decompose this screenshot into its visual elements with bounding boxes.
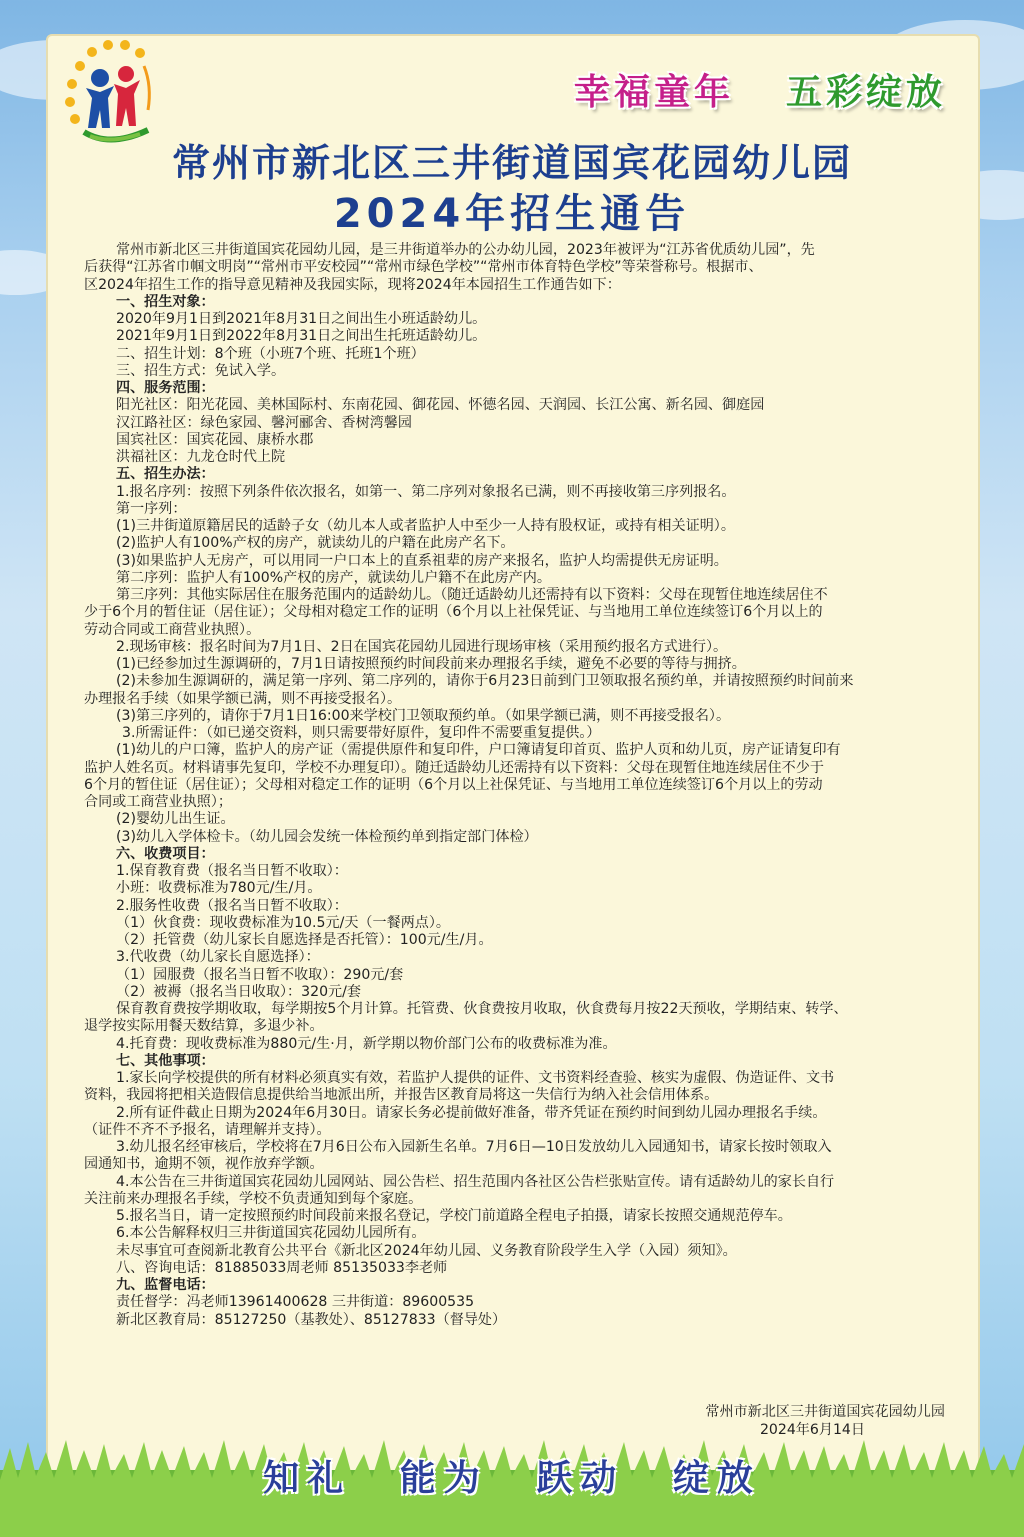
notice-line: 少于6个月的暂住证（居住证）；父母相对稳定工作的证明（6个月以上社保凭证、与当地用工单位连续签订6个月以上的 bbox=[84, 604, 823, 621]
notice-line: 洪福社区：九龙仓时代上院 bbox=[116, 449, 286, 465]
notice-line: 2021年9月1日到2022年8月31日之间出生托班适龄幼儿。 bbox=[116, 328, 487, 345]
notice-line: 1.家长向学校提供的所有材料必须真实有效，若监护人提供的证件、文书资料经查验、核实为虚假、伪造证件、文书 bbox=[116, 1070, 835, 1086]
notice-line: (1)幼儿的户口簿，监护人的房产证（需提供原件和复印件，户口簿请复印首页、监护人页和幼儿页，房产证请复印有 bbox=[116, 742, 841, 759]
bottom-slogan-part-4: 绽放 bbox=[672, 1457, 761, 1499]
top-slogan-part-2: 五彩绽放 bbox=[786, 71, 947, 113]
notice-body bbox=[84, 242, 948, 1329]
bottom-slogan-part-2: 能为 bbox=[399, 1457, 488, 1499]
notice-line: （1）伙食费：现收费标准为10.5元/天（一餐两点）。 bbox=[116, 914, 451, 931]
notice-line: 保育教育费按学期收取，每学期按5个月计算。托管费、伙食费按月收取，伙食费每月按22天预收，学期结束、转学、 bbox=[116, 1001, 848, 1017]
notice-line: 七、其他事项： bbox=[116, 1052, 215, 1069]
notice-line: 1.报名序列：按照下列条件依次报名，如第一、第二序列对象报名已满，则不再接收第三序列报名。 bbox=[116, 483, 736, 500]
notice-line: 3.幼儿报名经审核后，学校将在7月6日公布入园新生名单。7月6日—10日发放幼儿入园通知书，请家长按时领取入 bbox=[116, 1139, 832, 1155]
signature-date: 2024年6月14日 bbox=[759, 1421, 865, 1438]
notice-line: 4.本公告在三井街道国宾花园幼儿园网站、园公告栏、招生范围内各社区公告栏张贴宣传。请有适龄幼儿的家长自行 bbox=[116, 1173, 835, 1190]
notice-line: (1)三井街道原籍居民的适龄子女（幼儿本人或者监护人中至少一人持有股权证，或持有相关证明）。 bbox=[116, 518, 735, 534]
notice-line: 退学按实际用餐天数结算，多退少补。 bbox=[84, 1018, 324, 1035]
notice-line: 6.本公告解释权归三井街道国宾花园幼儿园所有。 bbox=[116, 1225, 426, 1242]
notice-line: 劳动合同或工商营业执照）。 bbox=[84, 621, 261, 638]
notice-line: 二、招生计划：8个班（小班7个班、托班1个班） bbox=[116, 345, 425, 362]
notice-line: (3)如果监护人无房产，可以用同一户口本上的直系祖辈的房产来报名，监护人均需提供无房证明。 bbox=[116, 552, 728, 569]
signature-org: 常州市新北区三井街道国宾花园幼儿园 bbox=[705, 1404, 945, 1420]
notice-line: 3.所需证件：（如已递交资料，则只需要带好原件，复印件不需要重复提供。） bbox=[122, 725, 601, 741]
signature-block bbox=[600, 1404, 945, 1439]
notice-line: 1.保育教育费（报名当日暂不收取）： bbox=[116, 863, 348, 879]
notice-line: 第二序列：监护人有100%产权的房产，就读幼儿户籍不在此房产内。 bbox=[116, 569, 551, 586]
notice-line: 阳光社区：阳光花园、美林国际村、东南花园、御花园、怀德名园、天润园、长江公寓、新名园、御庭园 bbox=[116, 397, 765, 414]
notice-line: 后获得“江苏省巾帼文明岗”“常州市平安校园”“常州市绿色学校”“常州市体育特色学校”等荣誉称号。根据市、 bbox=[84, 259, 763, 276]
notice-line: 常州市新北区三井街道国宾花园幼儿园，是三井街道举办的公办幼儿园，2023年被评为“江苏省优质幼儿园”，先 bbox=[116, 242, 815, 258]
notice-line: （1）园服费（报名当日暂不收取）：290元/套 bbox=[116, 966, 404, 983]
notice-line: 2.现场审核：报名时间为7月1日、2日在国宾花园幼儿园进行现场审核（采用预约报名方式进行）。 bbox=[116, 638, 728, 655]
notice-line: 五、招生办法： bbox=[116, 466, 215, 483]
notice-line: 园通知书，逾期不领，视作放弃学额。 bbox=[84, 1156, 324, 1173]
notice-line: （2）托管费（幼儿家长自愿选择是否托管）：100元/生/月。 bbox=[116, 932, 493, 948]
notice-line: (3)幼儿入学体检卡。（幼儿园会发统一体检预约单到指定部门体检） bbox=[116, 828, 538, 845]
notice-line: 资料，我园将把相关造假信息提供给当地派出所，并报告区教育局将这一失信行为纳入社会信用体系。 bbox=[84, 1087, 719, 1104]
notice-line: 关注前来办理报名手续，学校不负责通知到每个家庭。 bbox=[84, 1190, 423, 1207]
notice-line: 5.报名当日，请一定按照预约时间段前来报名登记，学校门前道路全程电子拍摄，请家长按照交通规范停车。 bbox=[116, 1208, 792, 1224]
notice-line: 4.托育费：现收费标准为880元/生·月，新学期以物价部门公布的收费标准为准。 bbox=[116, 1035, 617, 1052]
notice-line: 区2024年招生工作的指导意见精神及我园实际，现将2024年本园招生工作通告如下： bbox=[84, 276, 621, 293]
notice-line: 一、招生对象： bbox=[116, 293, 215, 310]
notice-line: (1)已经参加过生源调研的，7月1日请按照预约时间段前来办理报名手续，避免不必要的等待与拥挤。 bbox=[116, 656, 746, 672]
notice-line: （2）被褥（报名当日收取）：320元/套 bbox=[116, 983, 361, 1000]
notice-line: （证件不齐不予报名，请理解并支持）。 bbox=[84, 1121, 331, 1138]
top-slogan bbox=[560, 64, 980, 112]
notice-line: 第三序列：其他实际居住在服务范围内的适龄幼儿。（随迁适龄幼儿还需持有以下资料：父母在现暂住地连续居住不 bbox=[116, 587, 828, 603]
notice-line: (3)第三序列的，请你于7月1日16:00来学校门卫领取预约单。（如果学额已满，则不再接受报名）。 bbox=[116, 707, 731, 724]
notice-line: 监护人姓名页。材料请事先复印，学校不办理复印）。随迁适龄幼儿还需持有以下资料：父母在现暂住地连续居住不少于 bbox=[84, 759, 824, 776]
notice-line: 六、收费项目： bbox=[116, 845, 215, 862]
notice-line: 八、咨询电话：81885033周老师 85135033李老师 bbox=[116, 1259, 448, 1276]
top-slogan-part-1: 幸福童年 bbox=[574, 71, 735, 113]
bottom-slogan bbox=[0, 1450, 1024, 1501]
notice-line: 新北区教育局：85127250（基教处）、85127833（督导处） bbox=[116, 1311, 507, 1328]
notice-line: 国宾社区：国宾花园、康桥水郡 bbox=[116, 431, 314, 448]
notice-line: 汉江路社区：绿色家园、馨河郦舍、香树湾馨园 bbox=[116, 414, 412, 431]
notice-line: 九、监督电话： bbox=[116, 1277, 215, 1293]
notice-line: 2.所有证件截止日期为2024年6月30日。请家长务必提前做好准备，带齐凭证在预约时间到幼儿园办理报名手续。 bbox=[116, 1104, 827, 1121]
notice-line: 第一序列： bbox=[116, 500, 187, 517]
notice-line: 未尽事宜可查阅新北教育公共平台《新北区2024年幼儿园、义务教育阶段学生入学（入园）须知》。 bbox=[116, 1242, 737, 1259]
notice-line: 2.服务性收费（报名当日暂不收取）： bbox=[116, 897, 348, 914]
notice-line: 2020年9月1日到2021年8月31日之间出生小班适龄幼儿。 bbox=[116, 311, 487, 327]
bottom-slogan-part-1: 知礼 bbox=[263, 1457, 352, 1499]
notice-line: 小班：收费标准为780元/生/月。 bbox=[116, 880, 322, 897]
notice-line: 办理报名手续（如果学额已满，则不再接受报名）。 bbox=[84, 690, 402, 707]
page-subtitle: 2024年招生通告 bbox=[333, 191, 691, 237]
notice-line: 6个月的暂住证（居住证）；父母相对稳定工作的证明（6个月以上社保凭证、与当地用工单位连续签订6个月以上的劳动 bbox=[84, 776, 823, 793]
notice-line: 三、招生方式：免试入学。 bbox=[116, 362, 286, 379]
notice-line: 四、服务范围： bbox=[116, 380, 215, 396]
notice-line: (2)未参加生源调研的，满足第一序列、第二序列的，请你于6月23日前到门卫领取报名预约单，并请按照预约时间前来 bbox=[116, 673, 854, 690]
notice-line: (2)监护人有100%产权的房产，就读幼儿的户籍在此房产名下。 bbox=[116, 535, 515, 552]
page-title: 常州市新北区三井街道国宾花园幼儿园 bbox=[171, 141, 852, 185]
notice-line: (2)婴幼儿出生证。 bbox=[116, 811, 235, 828]
bottom-slogan-part-3: 跃动 bbox=[536, 1457, 625, 1499]
notice-line: 合同或工商营业执照）； bbox=[84, 794, 232, 810]
notice-line: 责任督学：冯老师13961400628 三井街道：89600535 bbox=[116, 1294, 475, 1311]
notice-line: 3.代收费（幼儿家长自愿选择）： bbox=[116, 949, 320, 966]
